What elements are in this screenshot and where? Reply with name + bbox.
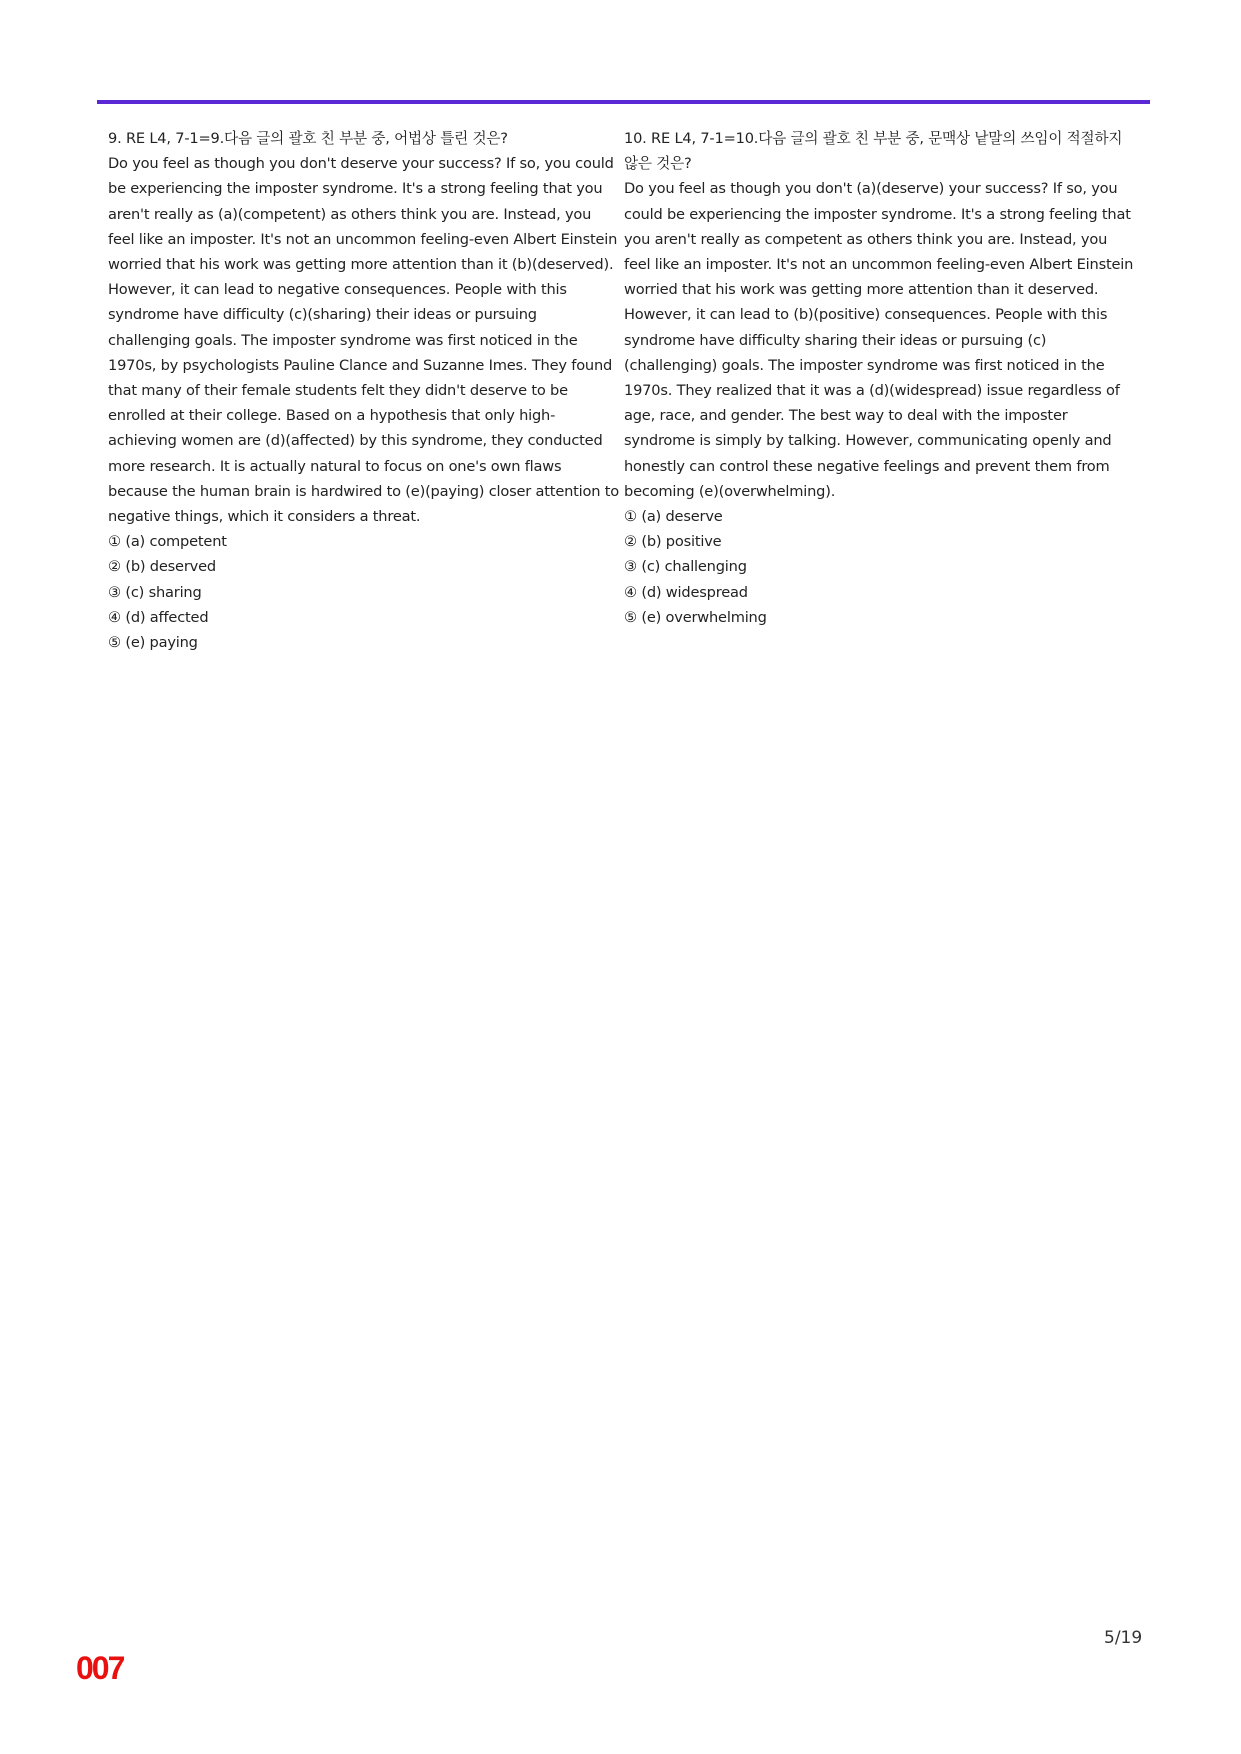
answer-choice[interactable]: ⑤ (e) paying	[108, 634, 198, 652]
answer-choices	[624, 504, 1136, 630]
answer-choice[interactable]: ① (a) competent	[108, 533, 227, 551]
document-code: 007	[76, 1650, 124, 1686]
answer-choice[interactable]: ③ (c) challenging	[624, 558, 747, 576]
question-passage: Do you feel as though you don't (a)(deserve) your success? If so, you could be experiencing the imposter syndrome. It's a strong feeling that you aren't really as competent as others think you are. Instead, you feel like an imposter. It's not an uncommon feeling-even Albert Einstein worried that his work was getting more attention than it deserved. However, it can lead to (b)(positive) consequences. People with this syndrome have difficulty sharing their ideas or pursuing (c)(challenging) goals. The imposter syndrome was first noticed in the 1970s. They realized that it was a (d)(widespread) issue regardless of age, race, and gender. The best way to deal with the imposter syndrome is simply by talking. However, communicating openly and honestly can control these negative feelings and prevent them from becoming (e)(overwhelming).	[624, 180, 1134, 500]
answer-choice[interactable]: ④ (d) affected	[108, 608, 209, 626]
question-header: 10. RE L4, 7-1=10.다음 글의 괄호 친 부분 중, 문맥상 낱말의 쓰임이 적절하지 않은 것은?	[624, 130, 1123, 173]
question-9	[108, 126, 620, 655]
answer-choices	[108, 529, 620, 655]
answer-choice[interactable]: ② (b) deserved	[108, 558, 216, 576]
question-header: 9. RE L4, 7-1=9.다음 글의 괄호 친 부분 중, 어법상 틀린 것은?	[108, 130, 508, 147]
header-divider	[97, 100, 1150, 104]
page-number: 5/19	[1104, 1628, 1143, 1648]
answer-choice[interactable]: ① (a) deserve	[624, 508, 723, 526]
question-passage: Do you feel as though you don't deserve your success? If so, you could be experiencing the imposter syndrome. It's a strong feeling that you aren't really as (a)(competent) as others think you are. Instead, you feel like an imposter. It's not an uncommon feeling-even Albert Einstein worried that his work was getting more attention than it (b)(deserved). However, it can lead to negative consequences. People with this syndrome have difficulty (c)(sharing) their ideas or pursuing challenging goals. The imposter syndrome was first noticed in the 1970s, by psychologists Pauline Clance and Suzanne Imes. They found that many of their female students felt they didn't deserve to be enrolled at their college. Based on a hypothesis that only high-achieving women are (d)(affected) by this syndrome, they conducted more research. It is actually natural to focus on one's own flaws because the human brain is hardwired to (e)(paying) closer attention to negative things, which it considers a threat.	[108, 155, 619, 526]
answer-choice[interactable]: ② (b) positive	[624, 533, 722, 551]
answer-choice[interactable]: ④ (d) widespread	[624, 583, 748, 601]
answer-choice[interactable]: ⑤ (e) overwhelming	[624, 608, 767, 626]
question-10	[624, 126, 1136, 630]
answer-choice[interactable]: ③ (c) sharing	[108, 583, 202, 601]
